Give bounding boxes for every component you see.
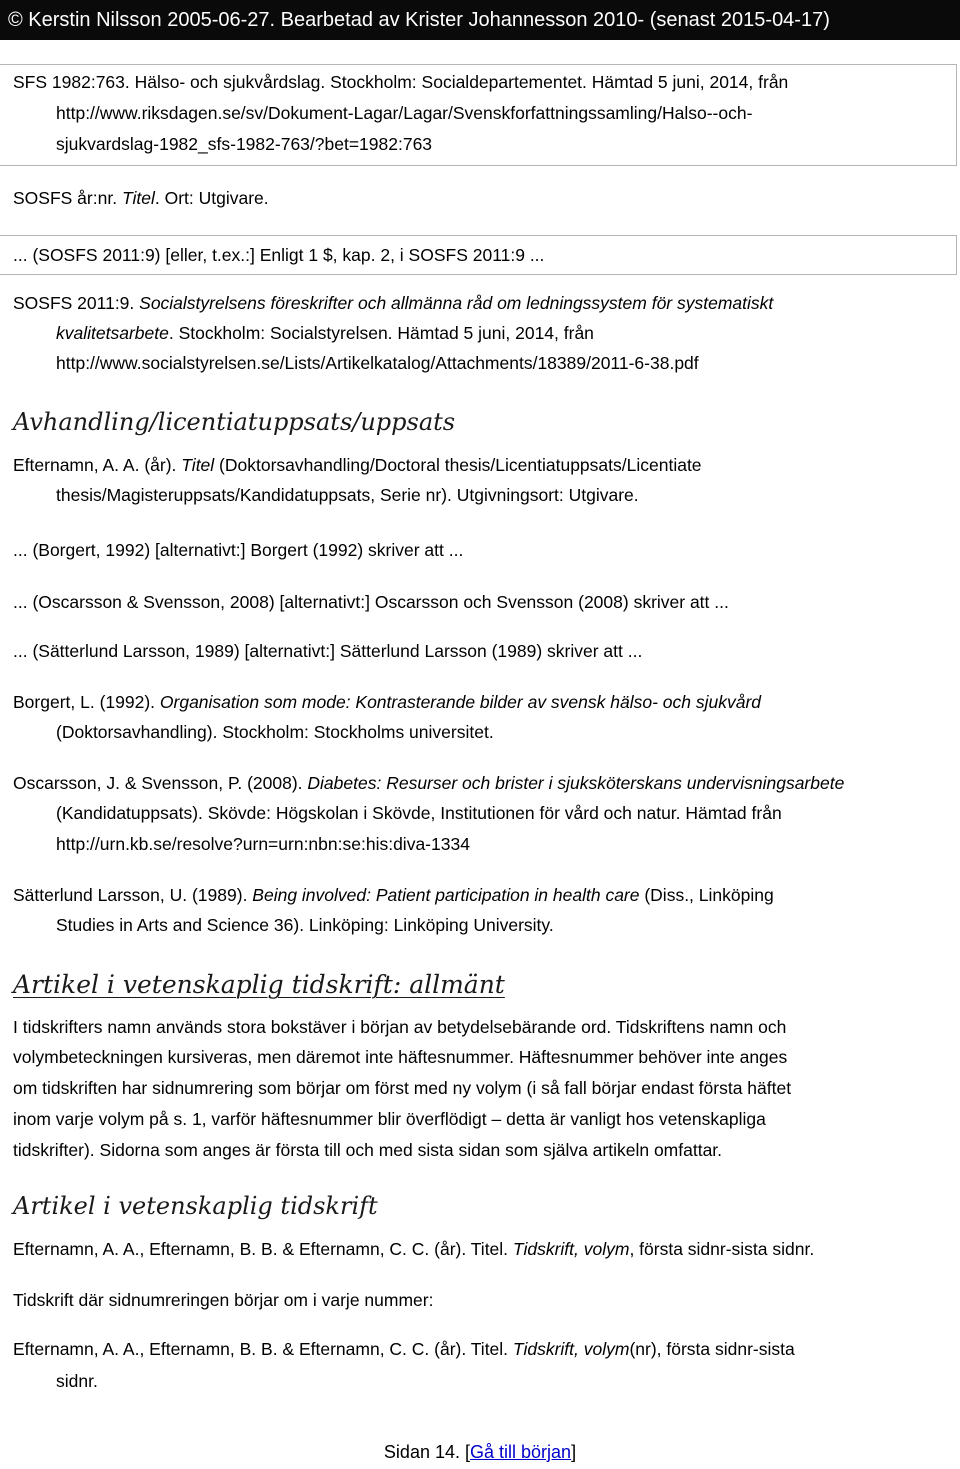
thesis-ref-borgert: Borgert, L. (1992). Organisation som mode: Kontrasterande bilder av svensk hälso- och sjukvård — [13, 692, 762, 712]
journal-template-2-line-2: sidnr. — [56, 1371, 98, 1391]
journal-general-line-2: volymbeteckningen kursiveras, men däremot inte häftesnummer. Häftesnummer behöver inte anges — [13, 1047, 788, 1067]
journal-general-line-5: tidskrifter). Sidorna som anges är första till och med sista sidan som själva artikeln omfattar. — [13, 1140, 723, 1160]
thesis-ref-satterlund: Sätterlund Larsson, U. (1989). Being involved: Patient participation in health care (Diss., Linköping — [13, 885, 774, 905]
page-footer: Sidan 14. [Gå till början] — [383, 1442, 577, 1462]
journal-general-line-4: inom varje volym på s. 1, varför häftesnummer blir överflödigt – detta är vanligt hos vetenskapliga — [13, 1109, 766, 1129]
go-to-top-link[interactable]: Gå till början — [470, 1442, 572, 1462]
gov-ref-line-2: http://www.riksdagen.se/sv/Dokument-Lagar/Lagar/Svenskforfattningssamling/Halso--och- — [56, 103, 753, 123]
page-header: © Kerstin Nilsson 2005-06-27. Bearbetad av Krister Johannesson 2010- (senast 2015-04-17) — [0, 0, 960, 40]
thesis-intext-1: ... (Borgert, 1992) [alternativt:] Borgert (1992) skriver att ... — [13, 540, 464, 560]
gov-ref-line-3: sjukvardslag-1982_sfs-1982-763/?bet=1982:763 — [56, 134, 433, 154]
thesis-ref-oscarsson: Oscarsson, J. & Svensson, P. (2008). Diabetes: Resurser och brister i sjuksköterskans undervisningsarbete — [13, 773, 845, 793]
sosfs-reference: SOSFS 2011:9. Socialstyrelsens föreskrifter och allmänna råd om ledningssystem för systematiskt — [13, 293, 774, 313]
journal-general-line-3: om tidskriften har sidnumrering som börjar om först med ny volym (i så fall börjar endast första häftet — [13, 1078, 792, 1098]
thesis-ref-oscarsson-line-2: (Kandidatuppsats). Skövde: Högskolan i Skövde, Institutionen för vård och natur. Hämtad från — [56, 803, 782, 823]
journal-template-2: Efternamn, A. A., Efternamn, B. B. & Efternamn, C. C. (år). Titel. Tidskrift, volym(nr), första sidnr-sista — [13, 1339, 795, 1359]
sosfs-reference-line-3: http://www.socialstyrelsen.se/Lists/Artikelkatalog/Attachments/18389/2011-6-38.pdf — [56, 353, 699, 373]
sosfs-reference-line-2: kvalitetsarbete. Stockholm: Socialstyrelsen. Hämtad 5 juni, 2014, från — [56, 323, 594, 343]
sosfs-intext-example: ... (SOSFS 2011:9) [eller, t.ex.:] Enligt 1 $, kap. 2, i SOSFS 2011:9 ... — [13, 245, 545, 265]
thesis-intext-2: ... (Oscarsson & Svensson, 2008) [alternativt:] Oscarsson och Svensson (2008) skriver att ... — [13, 592, 729, 612]
thesis-heading: Avhandling/licentiatuppsats/uppsats — [13, 408, 456, 436]
journal-note: Tidskrift där sidnumreringen börjar om i varje nummer: — [13, 1290, 434, 1310]
thesis-ref-satterlund-line-2: Studies in Arts and Science 36). Linköping: Linköping University. — [56, 915, 554, 935]
thesis-ref-oscarsson-line-3: http://urn.kb.se/resolve?urn=urn:nbn:se:his:diva-1334 — [56, 834, 470, 854]
thesis-ref-borgert-line-2: (Doktorsavhandling). Stockholm: Stockholms universitet. — [56, 722, 494, 742]
journal-general-heading: Artikel i vetenskaplig tidskrift: allmänt — [13, 970, 505, 999]
thesis-template-line-2: thesis/Magisteruppsats/Kandidatuppsats, Serie nr). Utgivningsort: Utgivare. — [56, 485, 639, 505]
thesis-intext-3: ... (Sätterlund Larsson, 1989) [alternativt:] Sätterlund Larsson (1989) skriver att ... — [13, 641, 643, 661]
sosfs-template: SOSFS år:nr. Titel. Ort: Utgivare. — [13, 188, 269, 208]
journal-general-line-1: I tidskrifters namn används stora bokstäver i början av betydelsebärande ord. Tidskriftens namn och — [13, 1017, 787, 1037]
gov-ref-line-1: SFS 1982:763. Hälso- och sjukvårdslag. Stockholm: Socialdepartementet. Hämtad 5 juni, 2014, från — [13, 72, 789, 92]
thesis-template: Efternamn, A. A. (år). Titel (Doktorsavhandling/Doctoral thesis/Licentiatuppsats/Licentiate — [13, 455, 702, 475]
journal-heading: Artikel i vetenskaplig tidskrift — [13, 1192, 378, 1220]
journal-template-1: Efternamn, A. A., Efternamn, B. B. & Efternamn, C. C. (år). Titel. Tidskrift, volym, första sidnr-sista sidnr. — [13, 1239, 815, 1259]
page-number: Sidan 14. — [383, 1442, 465, 1462]
